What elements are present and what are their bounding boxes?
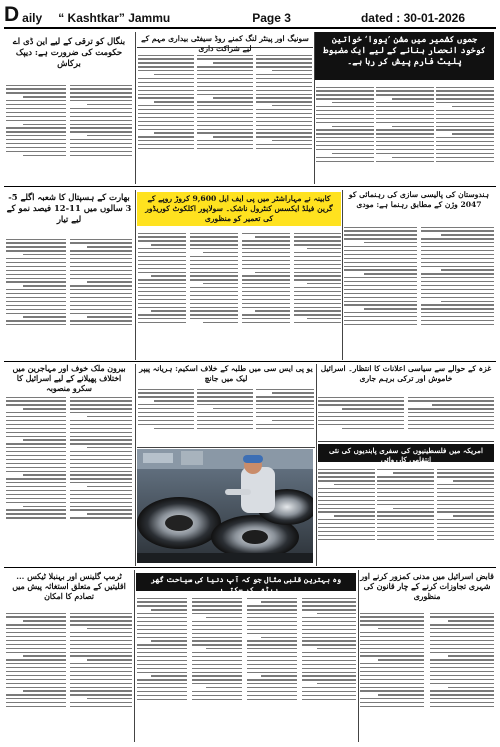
article-headline: امریکہ میں فلسطینیوں کی سفری پابندیوں کی نئی انتقامی کارروائی — [318, 444, 494, 462]
article-body-lines — [421, 224, 494, 358]
factory-photo-image — [137, 449, 313, 563]
masthead-name: “ Kashtkar” Jammu — [58, 11, 171, 25]
article-body-lines — [344, 224, 417, 358]
column-divider — [314, 32, 315, 184]
masthead-d-letter: D — [4, 3, 20, 26]
article-body-lines — [70, 236, 132, 358]
column-divider — [135, 32, 136, 184]
article-body-lines — [70, 610, 132, 740]
article-body-lines — [197, 52, 253, 182]
article-body-lines — [6, 82, 66, 182]
masthead-date: dated : 30-01-2026 — [360, 11, 465, 25]
article-body-lines — [256, 386, 314, 446]
article-body-lines — [318, 466, 375, 564]
column-divider — [134, 570, 135, 742]
column-divider — [135, 190, 136, 360]
article-body-lines — [302, 595, 356, 740]
article-headline: بھارت کے ہسپتال کا شعبہ اگلے 5-3 سالوں میں 11-12 فیصد نمو کے لیے تیار — [6, 192, 132, 224]
section-divider — [137, 447, 315, 448]
news-photo — [137, 449, 313, 563]
article-body-lines — [436, 84, 494, 182]
article-body-lines — [316, 84, 374, 182]
article-body-lines — [137, 595, 187, 740]
article-body-lines — [6, 610, 66, 740]
column-divider — [135, 364, 136, 566]
article-body-lines — [138, 52, 194, 182]
article-body-lines — [70, 394, 132, 564]
article-headline: غزہ کے حوالے سے سیاسی اعلانات کا انتظار۔ اسرائیل خاموش اور ترکی برہم جاری — [320, 364, 492, 383]
article-body-lines — [138, 230, 186, 358]
article-body-lines — [377, 466, 434, 564]
article-headline: یو پی ایس سی میں طلبہ کے خلاف اسکیم: ہریانہ پیپر لیک میں جانچ — [139, 364, 313, 383]
article-body-lines — [6, 236, 66, 358]
column-divider — [358, 570, 359, 742]
article-headline: وہ بہترین قلبی مثال جو کہ آپ دنیا کی سیاحت گھر بیٹھے کر سکتے ہے — [136, 573, 356, 591]
article-headline: بیرون ملک خوف اور مہاجرین میں اختلاف پھیلانے کے لیے اسرائیل کا سکرو منصوبہ — [12, 364, 126, 394]
row-divider — [4, 186, 496, 187]
article-body-lines — [138, 386, 194, 446]
article-body-lines — [192, 595, 242, 740]
article-body-lines — [376, 84, 434, 182]
article-body-lines — [70, 82, 132, 182]
article-headline: سونیگ اور پینٹر لنگ کمنے روڈ سیفٹی بیداری مہم کے لیے شراکت داری — [137, 34, 313, 48]
column-divider — [316, 364, 317, 566]
article-body-lines — [437, 466, 494, 564]
section-divider — [318, 441, 494, 442]
article-body-lines — [360, 610, 424, 740]
row-divider — [4, 567, 496, 568]
article-body-lines — [247, 595, 297, 740]
masthead — [4, 3, 496, 25]
article-body-lines — [294, 230, 341, 358]
article-body-lines — [430, 610, 494, 740]
article-body-lines — [190, 230, 238, 358]
article-body-lines — [256, 52, 312, 182]
article-headline: بنگال کو ترقی کے لیے این ڈی اے حکومت کی ضرورت ہے: دیپک برکاش — [12, 36, 126, 68]
article-body-lines — [318, 394, 404, 438]
row-divider — [4, 361, 496, 362]
article-body-lines — [242, 230, 290, 358]
article-body-lines — [6, 394, 66, 564]
article-headline: کابینہ نے مہاراشٹر میں پی ایف ایل 9,600 کروڑ روپے کے گرین فیلڈ ایکسس کنٹرول ناشک۔ سولاپور اکلکوٹ کوریڈور کی تعمیر کو منظوری — [137, 192, 341, 226]
article-headline: ہندوستان کی پالیسی سازی کی رہنمائی کو 2047 وژن کے مطابق رہنما ہے: مودی — [348, 190, 490, 209]
article-body-lines — [408, 394, 494, 438]
column-divider — [342, 190, 343, 360]
article-headline: ٹرمپ گلینس اور بہنبلا ٹیکس ... اقلیتیں کے متعلق استغاثہ پیش میں تصادم کا امکان — [12, 572, 126, 602]
article-body-lines — [197, 386, 253, 446]
masthead-aily: aily — [22, 11, 43, 25]
article-headline: قابض اسرائیل میں مدنی کمزور کرنے اور شہری تجاوزات کرنے کے چار قانون کی منظوری — [360, 572, 494, 602]
masthead-page: Page 3 — [252, 11, 291, 25]
masthead-rule — [4, 27, 496, 29]
article-headline: جموں کشمیر میں مشن ’یووا‘ خواتین کوخود انحصار بنانے کے لیے ایک مضبوط پلیٹ فارم پیش کر رہا ہے۔ — [315, 32, 494, 80]
